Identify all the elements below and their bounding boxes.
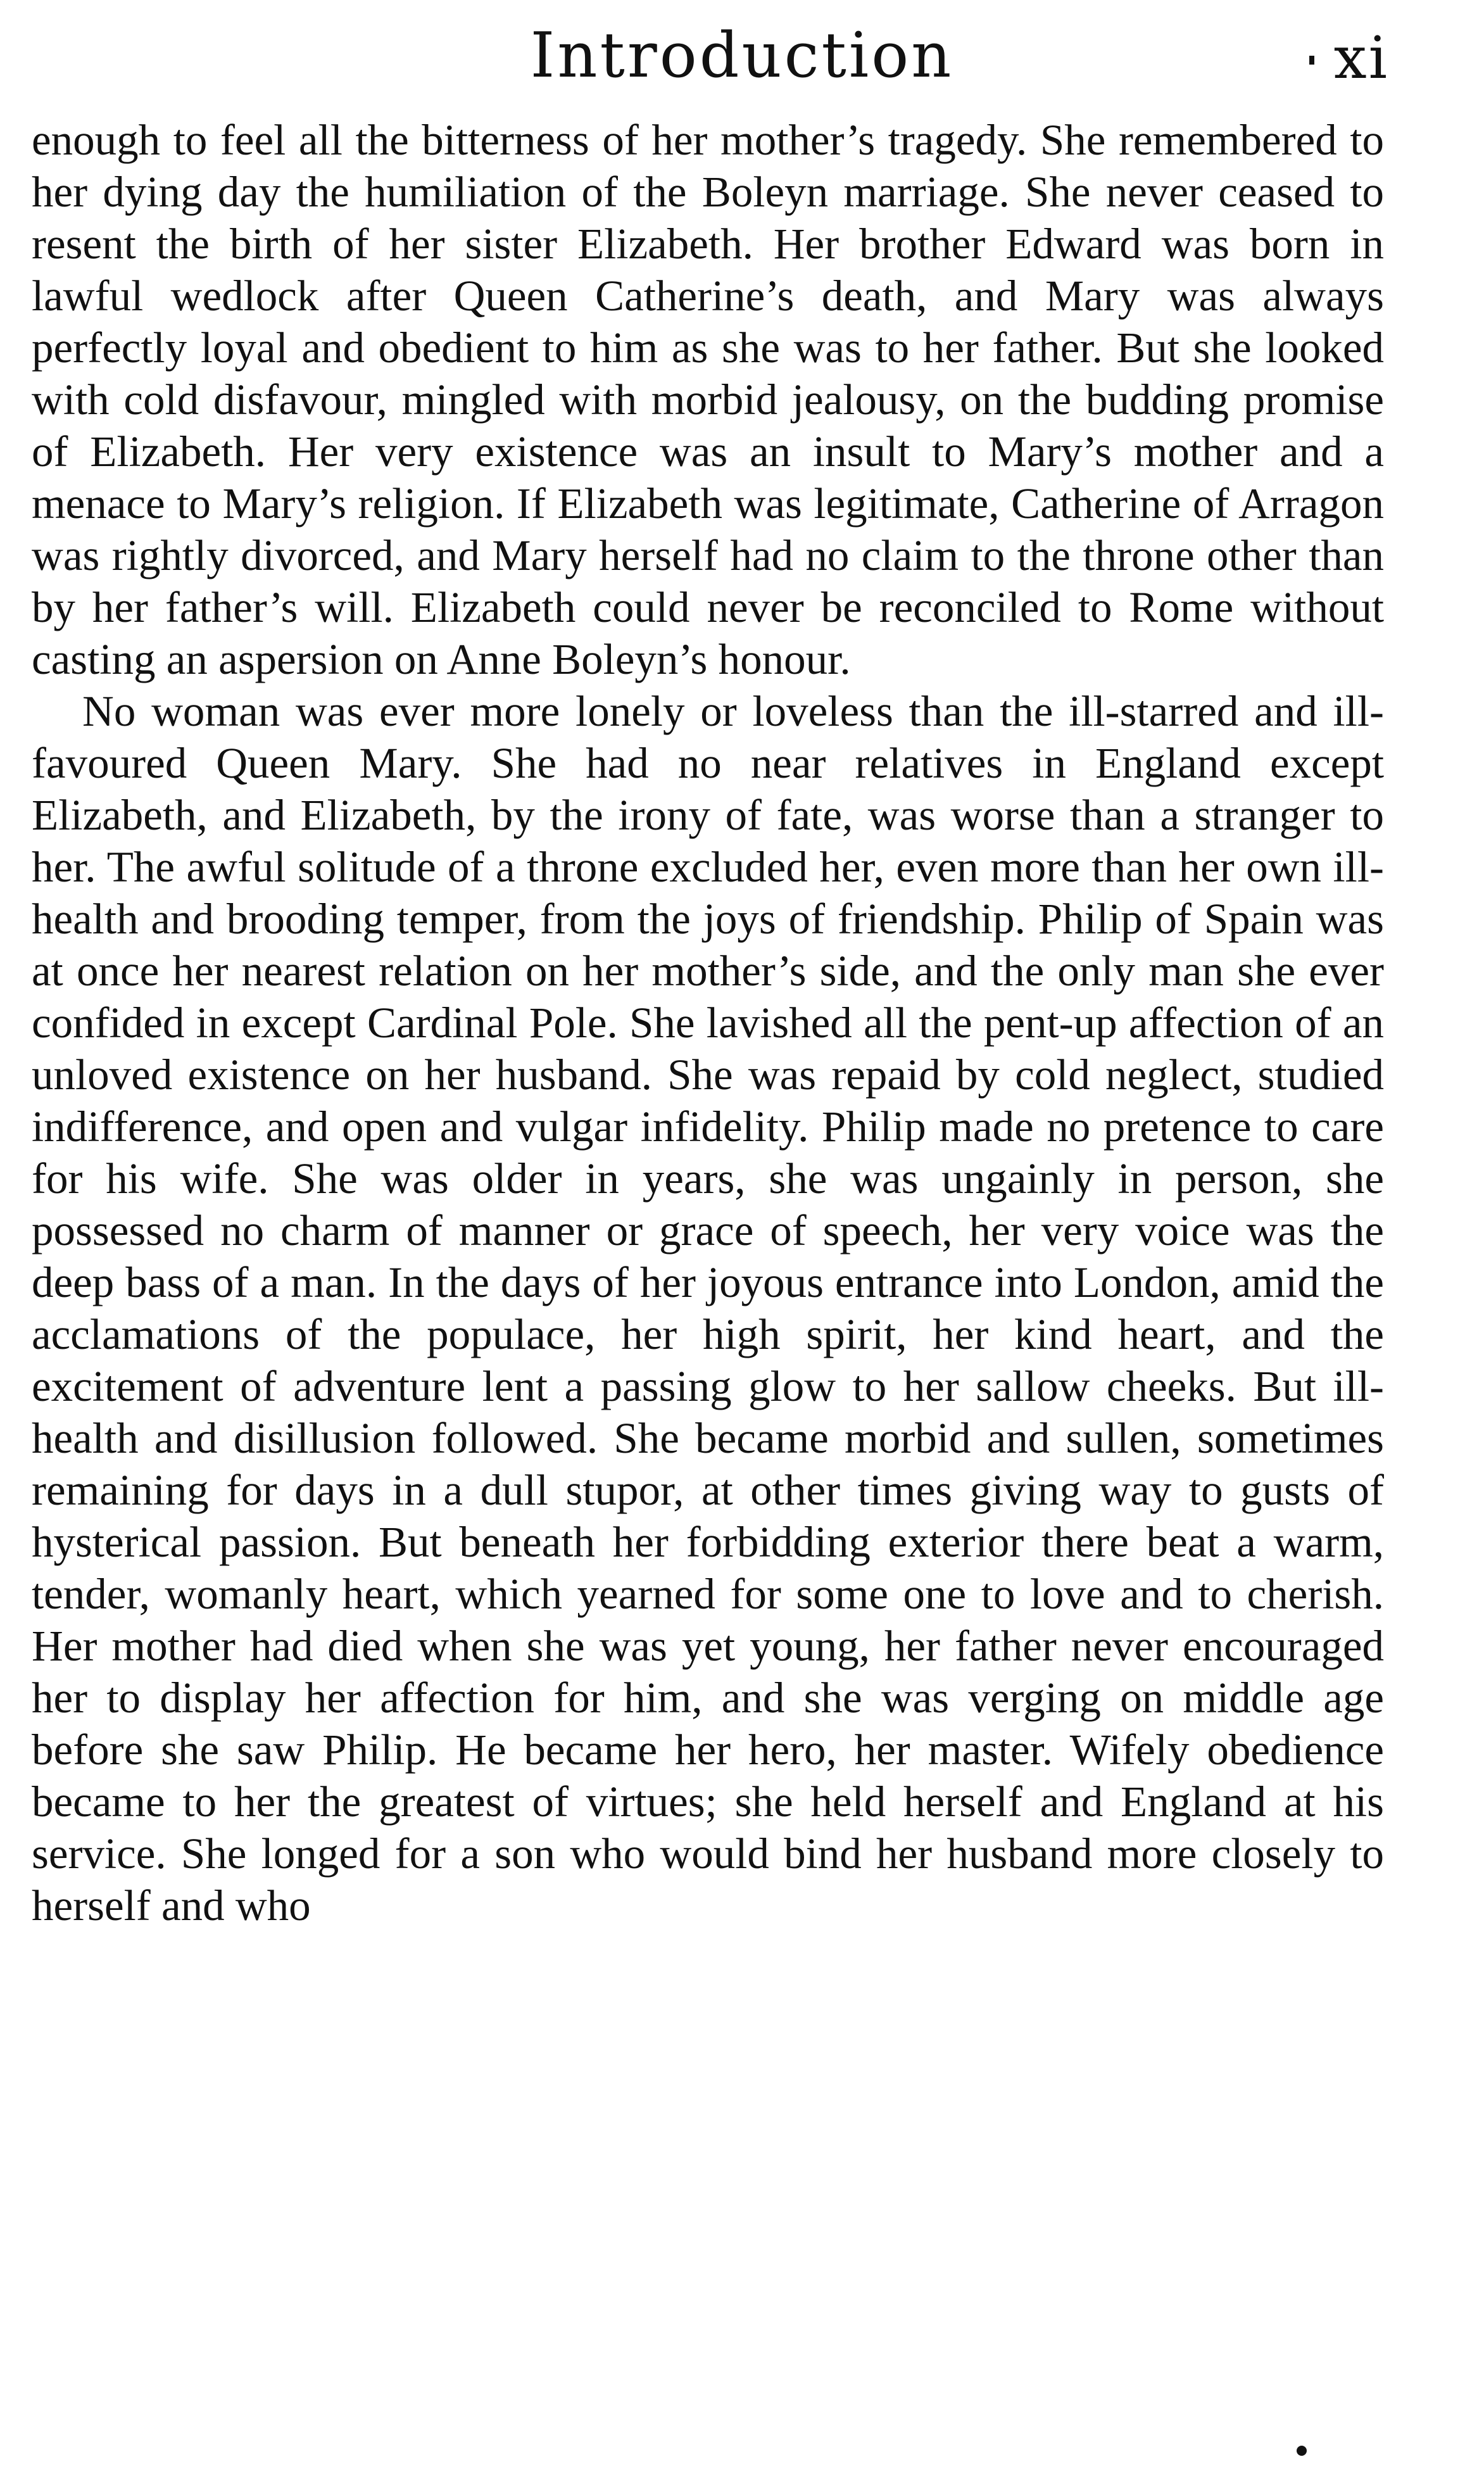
running-head [0,11,1484,100]
paragraph: No woman was ever more lonely or loveless than the ill-starred and ill-favoured Queen Mary. She had no near relatives in England except Elizabeth, and Elizabeth, by the irony of fate, was worse than a stranger to her. The awful solitude of a throne excluded her, even more than her own ill-health and brooding temper, from the joys of friendship. Philip of Spain was at once her nearest relation on her mother’s side, and the only man she ever confided in except Cardinal Pole. She lavished all the pent-up affection of an unloved existence on her husband. She was repaid by cold neglect, studied indifference, and open and vulgar infidelity. Philip made no pretence to care for his wife. She was older in years, she was ungainly in person, she possessed no charm of manner or grace of speech, her very voice was the deep bass of a man. In the days of her joyous entrance into London, amid the acclamations of the populace, her high spirit, her kind heart, and the excitement of adventure lent a passing glow to her sallow cheeks. But ill-health and disillusion followed. She became morbid and sullen, sometimes remaining for days in a dull stupor, at other times giving way to gusts of hysterical passion. But beneath her forbidding exterior there beat a warm, tender, womanly heart, which yearned for some one to love and to cherish. Her mother had died when she was yet young, her father never encouraged her to display her affection for him, and she was verging on middle age before she saw Philip. He became her hero, her master. Wifely obedience became to her the greatest of virtues; she held herself and England at his service. She longed for a son who would bind her husband more closely to herself and who [32,687,1384,1930]
page-number: xi [1333,24,1389,92]
body-text [32,114,1384,1931]
running-title: Introduction [530,20,954,92]
folio-tick-mark [1309,56,1314,65]
paragraph-continued: enough to feel all the bitterness of her mother’s tragedy. She remembered to her dying day the humiliation of the Boleyn marriage. She never ceased to resent the birth of her sister Elizabeth. Her brother Edward was born in lawful wedlock after Queen Catherine’s death, and Mary was always perfectly loyal and obedient to him as she was to her father. But she looked with cold disfavour, mingled with morbid jealousy, on the budding promise of Elizabeth. Her very existence was an insult to Mary’s mother and a menace to Mary’s religion. If Elizabeth was legitimate, Catherine of Arragon was rightly divorced, and Mary herself had no claim to the throne other than by her father’s will. Elizabeth could never be reconciled to Rome without casting an aspersion on Anne Boleyn’s honour. [32,116,1384,683]
signature-dot-mark [1297,2446,1307,2456]
